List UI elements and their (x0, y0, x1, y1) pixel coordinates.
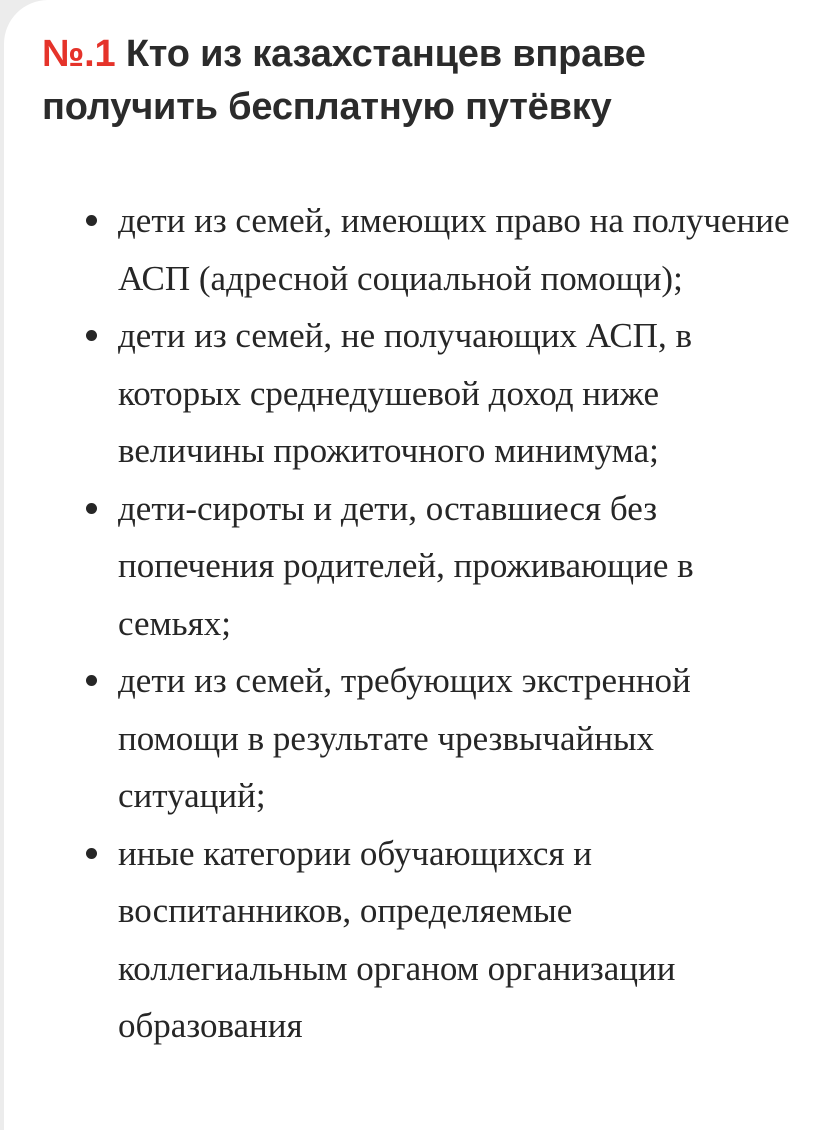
bullet-icon (86, 675, 97, 686)
list-item-text: иные категории обучающихся и воспитанников, определяемые коллегиальным органом организации образования (118, 833, 676, 1045)
list-item (42, 307, 805, 480)
list-item (42, 652, 805, 825)
list-item-text: дети из семей, не получающих АСП, в которых среднедушевой доход ниже величины прожиточного минимума; (118, 316, 692, 470)
bullet-icon (86, 503, 97, 514)
bullet-icon (86, 215, 97, 226)
list-item (42, 825, 805, 1055)
eligibility-list (42, 192, 805, 1055)
section-heading (42, 28, 805, 134)
article-card (4, 0, 835, 1130)
list-item-text: дети из семей, требующих экстренной помощи в результате чрезвычайных ситуаций; (118, 661, 691, 815)
list-item-text: дети-сироты и дети, оставшиеся без попечения родителей, проживающие в семьях; (118, 488, 694, 643)
list-item (42, 480, 805, 653)
bullet-icon (86, 330, 97, 341)
list-item (42, 192, 805, 307)
section-title: Кто из казахстанцев вправе получить бесплатную путёвку (42, 33, 646, 128)
section-number: №.1 (42, 33, 116, 75)
bullet-icon (86, 848, 97, 859)
list-item-text: дети из семей, имеющих право на получение АСП (адресной социальной помощи); (118, 201, 790, 298)
